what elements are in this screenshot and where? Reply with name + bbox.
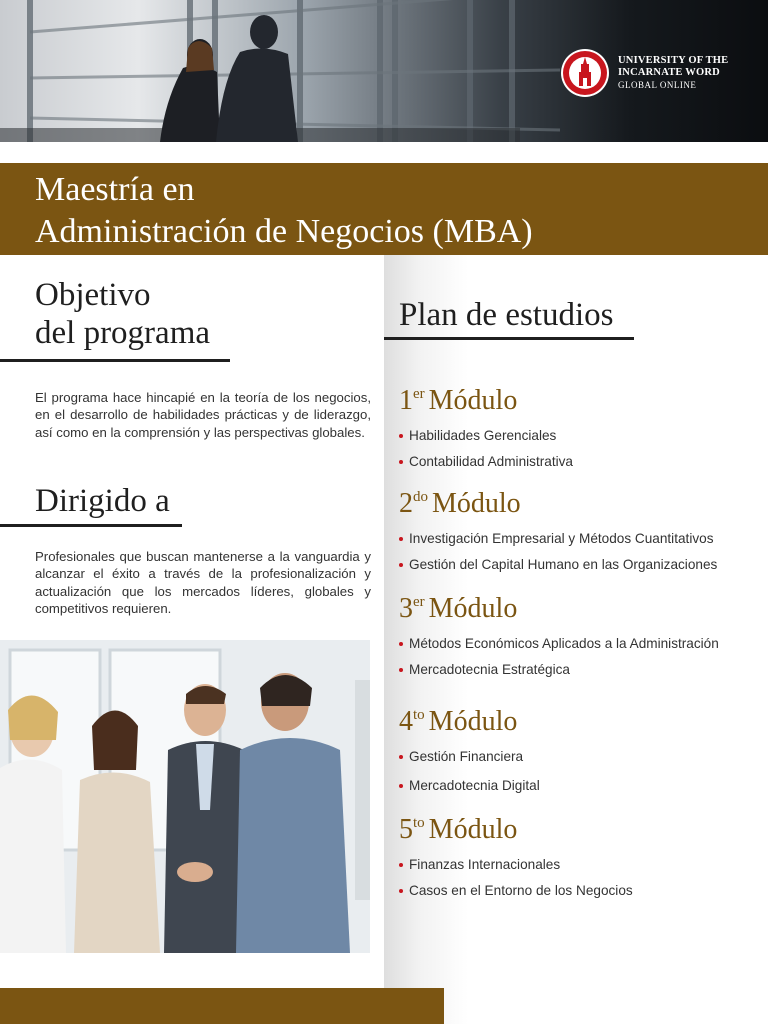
plan-divider xyxy=(384,337,634,340)
title-band xyxy=(0,163,768,255)
module-2-number: 2 xyxy=(399,488,413,519)
module-3-title xyxy=(399,593,759,629)
module-1-label: Módulo xyxy=(428,385,518,416)
logo-line-1: UNIVERSITY OF THE xyxy=(618,55,729,66)
module-3-number: 3 xyxy=(399,593,413,624)
module-4-number: 4 xyxy=(399,706,413,737)
module-1-title xyxy=(399,385,759,421)
page-title xyxy=(35,169,533,253)
module-2-label: Módulo xyxy=(432,488,521,519)
module-3-label: Módulo xyxy=(428,593,518,624)
module-5-label: Módulo xyxy=(428,814,518,845)
team-photo-illustration xyxy=(0,640,370,953)
module-5 xyxy=(399,814,759,898)
university-seal-icon xyxy=(560,48,610,98)
module-5-title xyxy=(399,814,759,850)
module-4-title xyxy=(399,706,759,742)
audience-heading: Dirigido a xyxy=(35,483,170,519)
module-3-suffix: er xyxy=(413,594,425,610)
footer-bar xyxy=(0,988,444,1024)
module-1 xyxy=(399,385,759,469)
course-item: Habilidades Gerenciales xyxy=(399,428,759,443)
module-4-label: Módulo xyxy=(428,706,518,737)
audience-text: Profesionales que buscan mantenerse a la vanguardia y alcanzar el éxito a través de la profesionalización y actualización que los mercados líderes, globales y competitivos requieren. xyxy=(35,549,371,617)
course-item: Gestión Financiera xyxy=(399,749,759,764)
objective-divider xyxy=(0,359,230,362)
module-1-suffix: er xyxy=(413,386,425,402)
module-4-suffix: to xyxy=(413,707,425,723)
course-item: Mercadotecnia Digital xyxy=(399,778,759,793)
course-item: Mercadotecnia Estratégica xyxy=(399,662,759,677)
team-photo xyxy=(0,640,370,953)
course-item: Casos en el Entorno de los Negocios xyxy=(399,883,759,898)
plan-heading: Plan de estudios xyxy=(399,297,614,333)
course-item: Gestión del Capital Humano en las Organizaciones xyxy=(399,557,759,572)
course-item: Contabilidad Administrativa xyxy=(399,454,759,469)
module-3 xyxy=(399,593,759,677)
hero-banner xyxy=(0,0,768,142)
module-5-number: 5 xyxy=(399,814,413,845)
course-item: Métodos Económicos Aplicados a la Administración xyxy=(399,636,759,651)
title-line-1: Maestría en xyxy=(35,171,195,208)
audience-divider xyxy=(0,524,182,527)
module-5-suffix: to xyxy=(413,815,425,831)
logo-line-2: INCARNATE WORD xyxy=(618,67,720,78)
logo-line-3: GLOBAL ONLINE xyxy=(618,80,697,90)
title-line-2: Administración de Negocios (MBA) xyxy=(35,213,533,250)
objective-text: El programa hace hincapié en la teoría de los negocios, en el desarrollo de habilidades prácticas y de liderazgo, así como en la comprensión y las perspectivas globales. xyxy=(35,390,371,440)
module-2 xyxy=(399,488,759,572)
university-logo xyxy=(560,48,728,98)
objective-heading xyxy=(35,276,210,352)
module-2-title xyxy=(399,488,759,524)
course-item: Investigación Empresarial y Métodos Cuantitativos xyxy=(399,531,759,546)
course-item: Finanzas Internacionales xyxy=(399,857,759,872)
objective-heading-line-1: Objetivo xyxy=(35,277,151,313)
module-1-number: 1 xyxy=(399,385,413,416)
module-2-suffix: do xyxy=(413,489,428,505)
module-4 xyxy=(399,706,759,793)
objective-heading-line-2: del programa xyxy=(35,315,211,351)
